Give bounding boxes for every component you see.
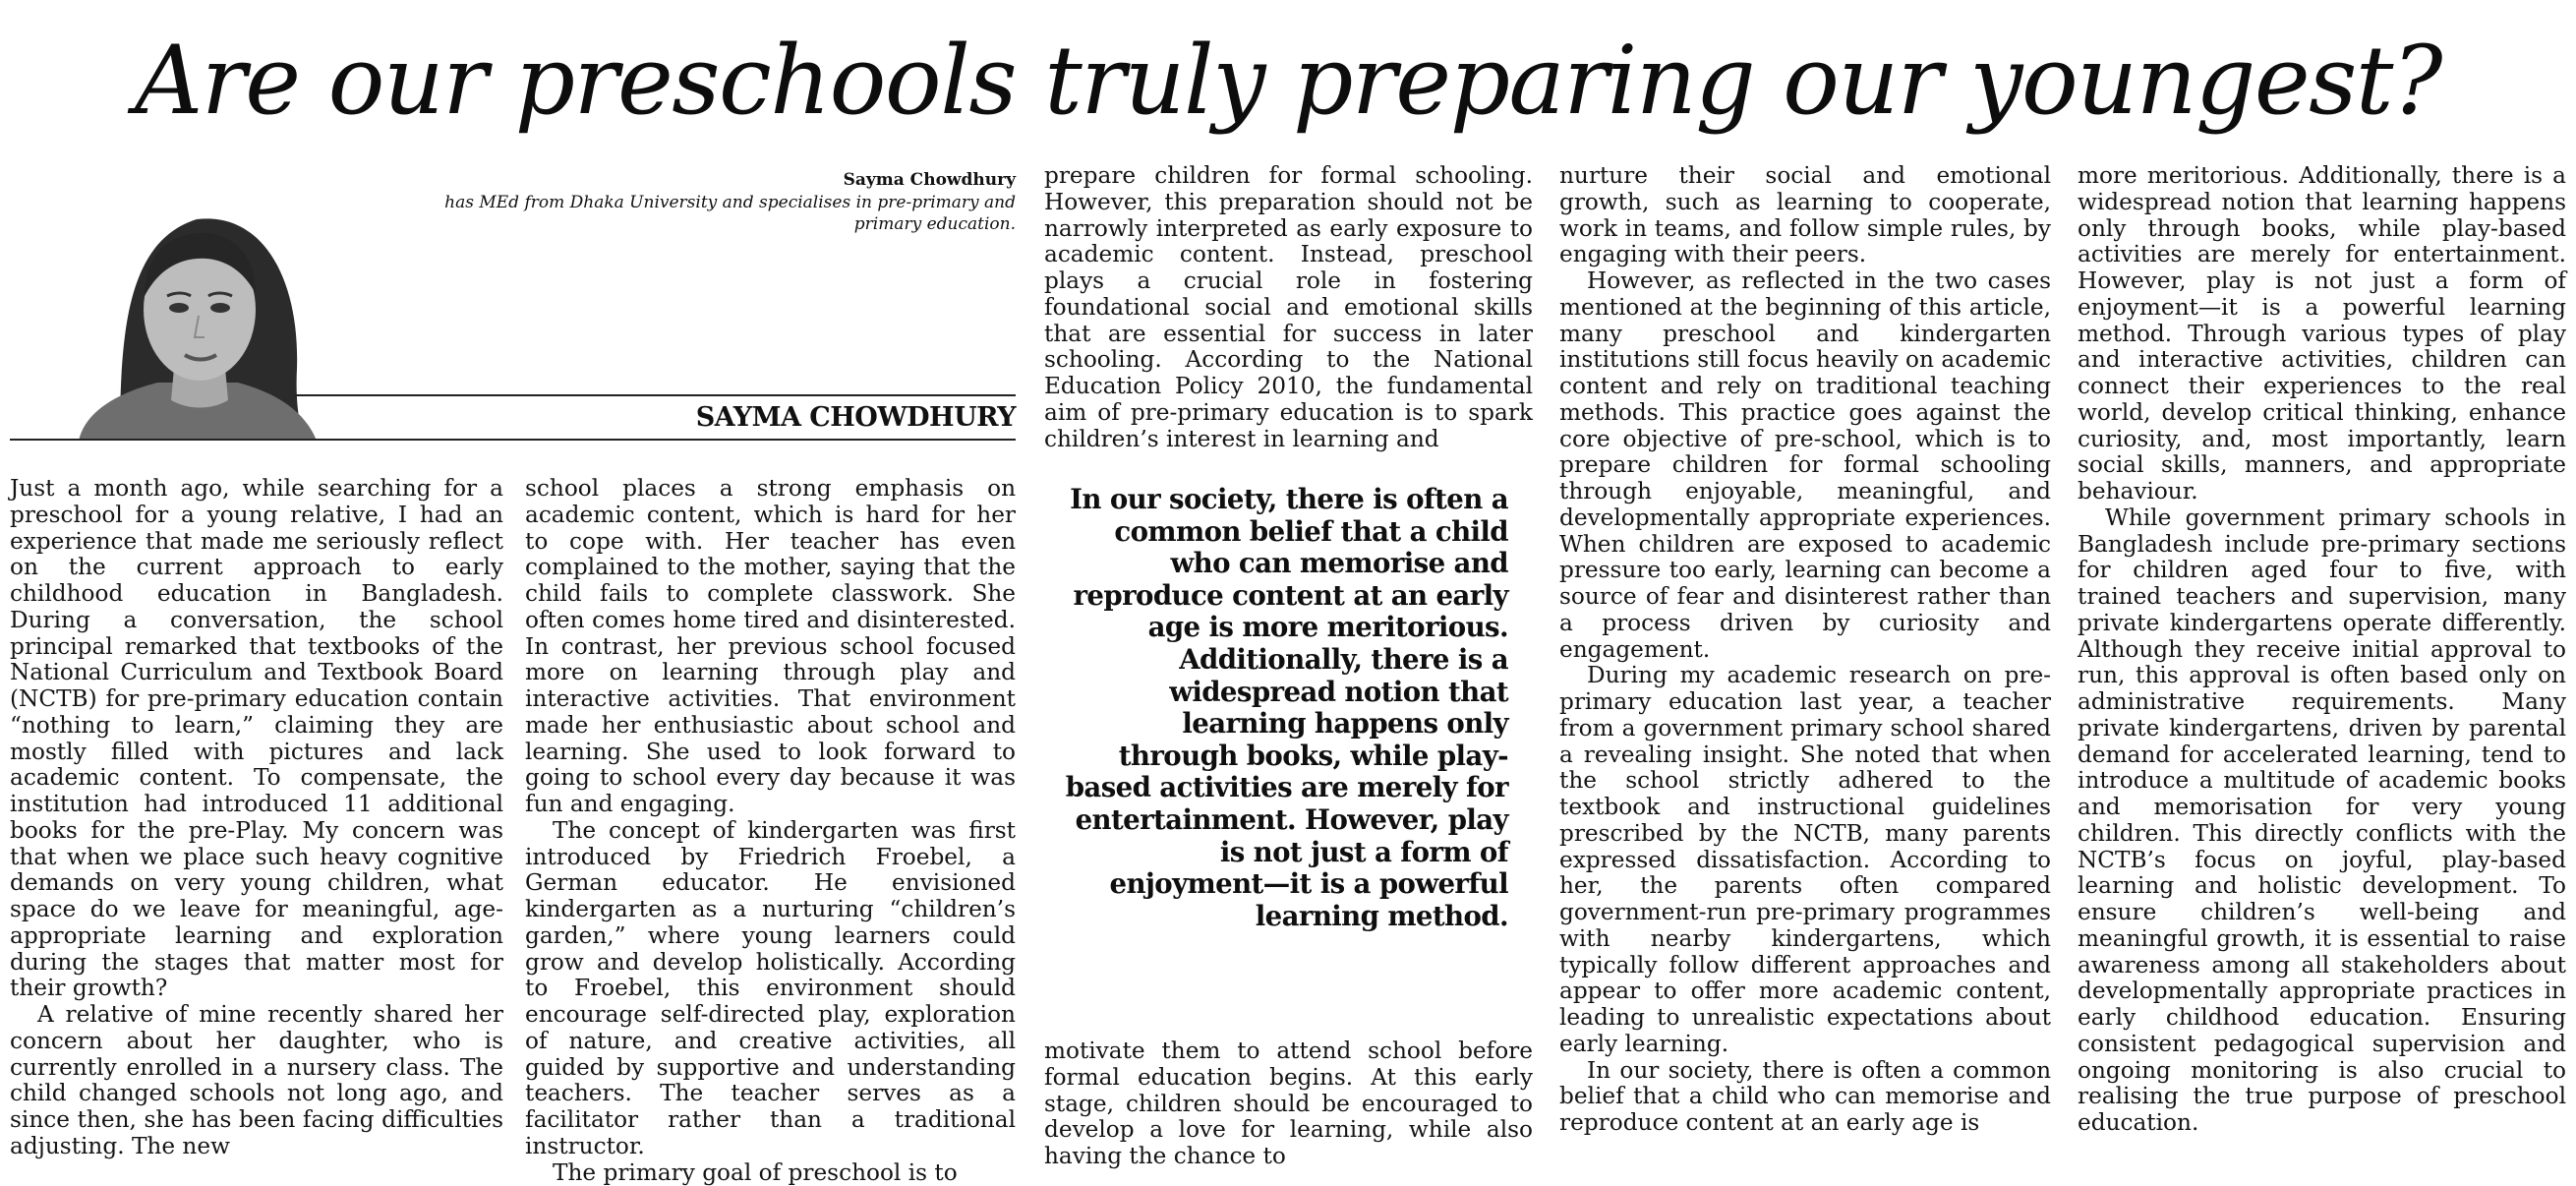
- paragraph: nurture their social and emotional growth, such as learning to cooperate, work in teams, and follow simple rules, by engaging with their peers.: [1559, 163, 2051, 268]
- byline-rule: [295, 394, 1016, 396]
- pull-quote: In our society, there is often a common belief that a child who can memorise and reproduce content at an early age is more meritorious. Additionally, there is a widespread notion that learning happens only through books, while play-based activities are merely for entertainment. However, play is not just a form of enjoyment—it is a powerful learning method.: [1062, 484, 1508, 946]
- article-column-4: [1559, 163, 2051, 1119]
- article-column-3-bottom: [1044, 1038, 1533, 1119]
- paragraph: school places a strong emphasis on academic content, which is hard for her to cope with. Her teacher has even complained to the mother, saying that the child fails to complete classwork. She often comes home tired and disinterested. In contrast, her previous school focused more on learning through play and interactive activities. That environment made her enthusiastic about school and learning. She used to look forward to going to school every day because it was fun and engaging.: [525, 476, 1016, 818]
- paragraph: During my academic research on pre-primary education last year, a teacher from a government primary school shared a revealing insight. She noted that when the school strictly adhered to the textbook and instructional guidelines prescribed by the NCTB, many parents expressed dissatisfaction. According to her, the parents often compared government-run pre-primary programmes with nearby kindergartens, which typically follow different approaches and appear to offer more academic content, leading to unrealistic expectations about early learning.: [1559, 663, 2051, 1057]
- author-name: Sayma Chowdhury: [386, 168, 1016, 192]
- paragraph: motivate them to attend school before formal education begins. At this early stage, children should be encouraged to develop a love for learning, while also having the chance to: [1044, 1038, 1533, 1170]
- paragraph: A relative of mine recently shared her concern about her daughter, who is currently enrolled in a nursery class. The child changed schools not long ago, and since then, she has been facing difficulties adjusting. The new: [10, 1002, 503, 1160]
- paragraph: While government primary schools in Bangladesh include pre-primary sections for children aged four to five, with trained teachers and supervision, many private kindergartens operate differently. Although they receive initial approval to run, this approval is often based only on administrative requirements. Many private kindergartens, driven by parental demand for accelerated learning, tend to introduce a multitude of academic books and memorisation for very young children. This directly conflicts with the NCTB’s focus on joyful, play-based learning and holistic development. To ensure children’s well-being and meaningful growth, it is essential to raise awareness among all stakeholders about developmentally appropriate practices in early childhood education. Ensuring consistent pedagogical supervision and ongoing monitoring is also crucial to realising the true purpose of preschool education.: [2078, 505, 2566, 1137]
- author-photo: [10, 172, 364, 441]
- paragraph: Just a month ago, while searching for a preschool for a young relative, I had an experience that made me seriously reflect on the current approach to early childhood education in Bangladesh. During a conversation, the school principal remarked that textbooks of the National Curriculum and Textbook Board (NCTB) for pre-primary education contain “nothing to learn,” claiming they are mostly filled with pictures and lack academic content. To compensate, the institution had introduced 11 additional books for the pre-Play. My concern was that when we place such heavy cognitive demands on very young children, what space do we leave for meaningful, age-appropriate learning and exploration during the stages that matter most for their growth?: [10, 476, 503, 1002]
- author-bio: has MEd from Dhaka University and specialises in pre-primary and primary education.: [386, 192, 1016, 235]
- article-column-3-top: [1044, 163, 1533, 455]
- headline: Are our preschools truly preparing our youngest?: [0, 10, 2576, 152]
- paragraph: more meritorious. Additionally, there is a widespread notion that learning happens only through books, while play-based activities are merely for entertainment. However, play is not just a form of enjoyment—it is a powerful learning method. Through various types of play and interactive activities, children can connect their experiences to the real world, develop critical thinking, enhance curiosity, and, most importantly, learn social skills, manners, and appropriate behaviour.: [2078, 163, 2566, 505]
- article-column-1: [10, 476, 503, 1117]
- article-column-2: [525, 476, 1016, 1117]
- paragraph: The concept of kindergarten was first introduced by Friedrich Froebel, a German educator. He envisioned kindergarten as a nurturing “children’s garden,” where young learners could grow and develop holistically. According to Froebel, this environment should encourage self-directed play, exploration of nature, and creative activities, all guided by supportive and understanding teachers. The teacher serves as a facilitator rather than a traditional instructor.: [525, 818, 1016, 1160]
- byline-bottom-rule: [10, 439, 1016, 441]
- paragraph: The primary goal of preschool is to: [525, 1160, 1016, 1186]
- paragraph: In our society, there is often a common belief that a child who can memorise and reproduce content at an early age is: [1559, 1058, 2051, 1137]
- author-name-caps: SAYMA CHOWDHURY: [696, 398, 1016, 438]
- paragraph: However, as reflected in the two cases mentioned at the beginning of this article, many preschool and kindergarten institutions still focus heavily on academic content and rely on traditional teaching methods. This practice goes against the core objective of pre-school, which is to prepare children for formal schooling through enjoyable, meaningful, and developmentally appropriate experiences. When children are exposed to academic pressure too early, learning can become a source of fear and disinterest rather than a process driven by curiosity and engagement.: [1559, 268, 2051, 663]
- byline: [10, 162, 1016, 441]
- paragraph: prepare children for formal schooling. However, this preparation should not be narrowly interpreted as early exposure to academic content. Instead, preschool plays a crucial role in fostering foundational social and emotional skills that are essential for success in later schooling. According to the National Education Policy 2010, the fundamental aim of pre-primary education is to spark children’s interest in learning and: [1044, 163, 1533, 452]
- article-column-5: [2078, 163, 2566, 1119]
